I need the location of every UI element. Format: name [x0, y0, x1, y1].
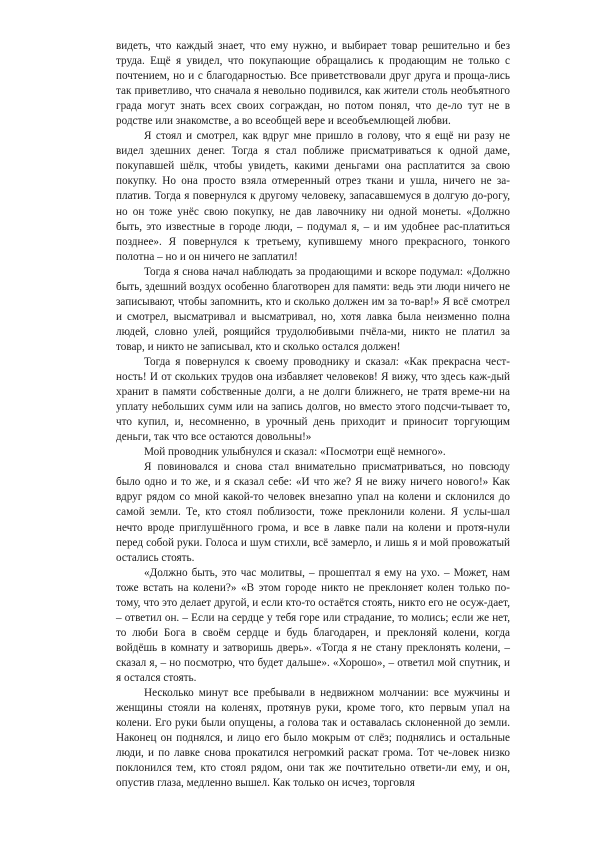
document-page [116, 39, 510, 791]
paragraph-4: Тогда я повернулся к своему проводнику и сказал: «Как прекрасна чест-ность! И от скольких трудов она избавляет человеков! Я вижу, что здесь каж-дый хранит в памяти собственные долги, а не долги ближнего, не тратя време-ни на уплату небольших сумм или на запись долгов, но вместо этого подсчи-тывает то, что купил, и, несомненно, в урочный день приходит и приносит торгующим деньги, так что все остаются довольны!» [116, 355, 510, 444]
paragraph-1: видеть, что каждый знает, что ему нужно, и выбирает товар решительно и без труда. Ещё я увидел, что покупающие обращались к продающим не только с почтением, но и с благодарностью. Все приветствовали друг друга и проща-лись так приветливо, что сначала я невольно подивился, как жители столь необъятного града могут знать всех своих сограждан, но потом понял, что де-ло тут не в родстве или знакомстве, а во всеобщей вере и всеобъемлющей любви. [116, 40, 510, 128]
paragraph-5: Мой проводник улыбнулся и сказал: «Посмотри ещё немного». [144, 446, 446, 459]
paragraph-2: Я стоял и смотрел, как вдруг мне пришло в голову, что я ещё ни разу не видел здешних денег. Тогда я стал поближе присматриваться к одной даме, покупавшей шёлк, чтобы увидеть, какими деньгами она расплатится за свою покупку. Но она просто взяла отмеренный отрез ткани и ушла, ничего не за-платив. Тогда я повернулся к другому человеку, запасавшемуся в долгую до-рогу, но он тоже унёс свою покупку, не дав лавочнику ни одной монеты. «Должно быть, это известные в городе люди, – подумал я, – и им удобнее рас-платиться позднее». Я повернулся к третьему, купившему много прекрасного, тонкого полотна – но и он ничего не заплатил! [116, 130, 510, 263]
paragraph-7: «Должно быть, это час молитвы, – прошептал я ему на ухо. – Может, нам тоже встать на колени?» «В этом городе никто не преклоняет колен только по-тому, что это делает другой, и если кто-то остаётся стоять, никто его не осуж-дает, – ответил он. – Если на сердце у тебя горе или страдание, то молись; если же нет, то люби Бога в своём сердце и будь благодарен, и преклоняй колени, когда войдёшь в комнату и затворишь дверь». «Тогда я не стану преклонять колени, – сказал я, – но посмотрю, что будет дальше». «Хорошо», – ответил мой спутник, и я остался стоять. [116, 566, 510, 684]
paragraph-8: Несколько минут все пребывали в недвижном молчании: все мужчины и женщины стояли на коленях, протянув руки, кроме того, кто первым упал на колени. Его руки были опущены, а голова так и оставалась склоненной до земли. Наконец он поднялся, и лицо его было мокрым от слёз; поднялись и остальные люди, и по лавке снова прокатился негромкий раскат грома. Тот че-ловек низко поклонился тем, кто стоял рядом, они так же почтительно ответи-ли ему, и он, опустив глаза, медленно вышел. Как только он исчез, торговля [116, 687, 510, 790]
paragraph-3: Тогда я снова начал наблюдать за продающими и вскоре подумал: «Должно быть, здешний воздух особенно благотворен для памяти: ведь эти люди ничего не записывают, чтобы запомнить, кто и сколько должен им за то-вар!» Я всё смотрел и смотрел, высматривал и высматривал, но, хотя лавка была неизменно полна людей, словно улей, роящийся трудолюбивыми пчёла-ми, никто не платил за товар, и никто не записывал, кто и сколько остался должен! [116, 265, 510, 353]
paragraph-6: Я повиновался и снова стал внимательно присматриваться, но повсюду было одно и то же, и я сказал себе: «И что же? Я не вижу ничего нового!» Как вдруг рядом со мной какой-то человек внезапно упал на колени и склонился до самой земли. Те, кто стоял поблизости, тоже преклонили колени. Я услы-шал нечто вроде приглушённого грома, и все в лавке пали на колени и протя-нули перед собой руки. Голоса и шум стихли, всё замерло, и лишь я и мой провожатый остались стоять. [116, 461, 510, 564]
